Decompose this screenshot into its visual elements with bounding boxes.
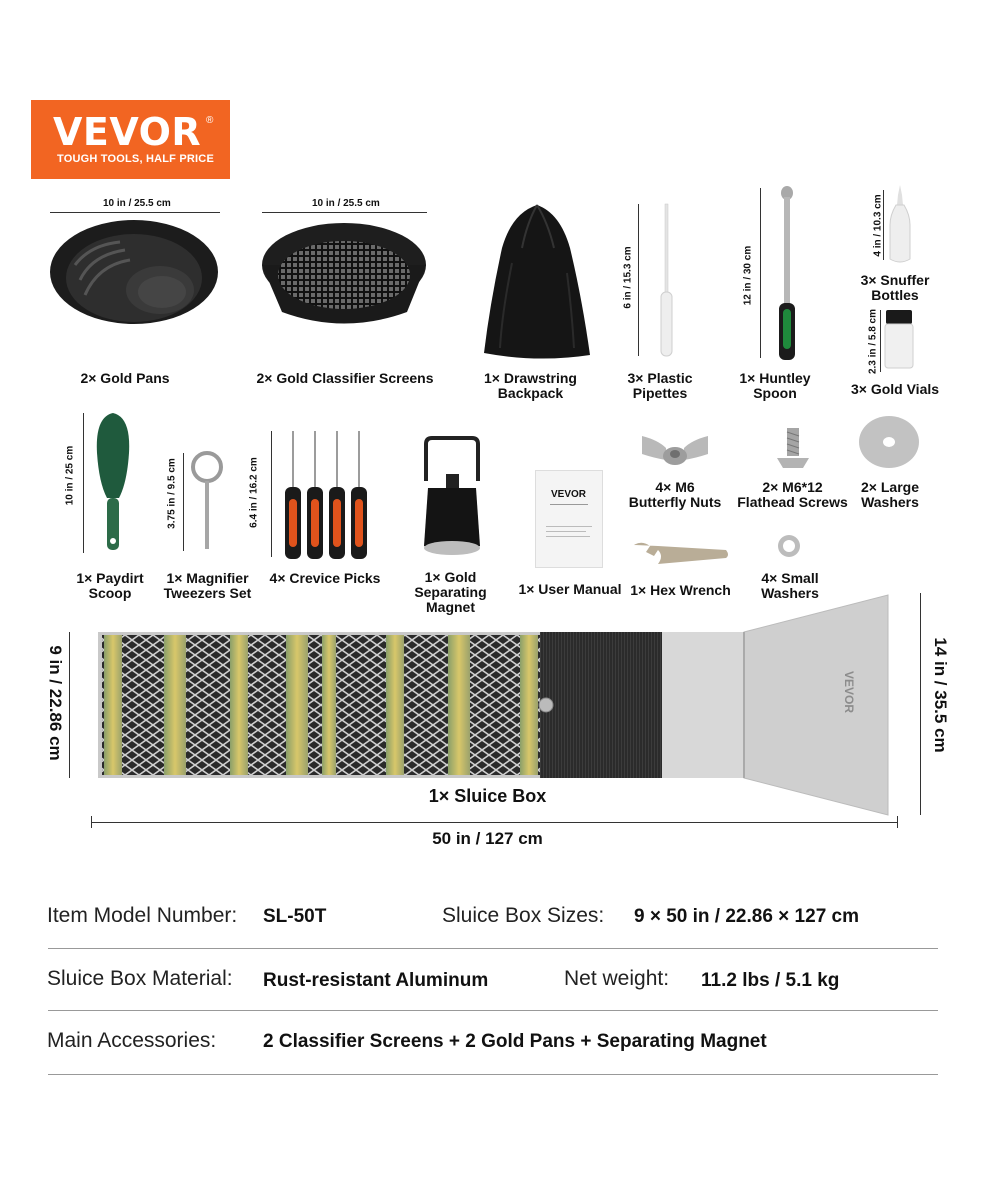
snuffer-label: 3× Snuffer Bottles (860, 272, 930, 303)
sluice-box-image (90, 595, 890, 815)
snuffer-dimension: 4 in / 10.3 cm (872, 194, 884, 257)
flathead-screw-image (775, 428, 811, 470)
logo-registered: ® (206, 115, 214, 126)
classifier-dimension-line (262, 212, 427, 213)
gold-pan-image (50, 220, 220, 340)
sluice-flare-line (920, 593, 921, 815)
large-washer-label: 2× Large Washers (861, 479, 919, 510)
scoop-label: 1× Paydirt Scoop (76, 570, 144, 601)
sluice-length-tick-left (91, 816, 92, 828)
spec-material-key: Sluice Box Material: (47, 967, 233, 990)
flathead-screw-label: 2× M6*12 Flathead Screws (737, 479, 848, 510)
manual-cover-brand: VEVOR (551, 489, 587, 500)
crevice-picks-label: 4× Crevice Picks (269, 570, 381, 586)
spec-size-key: Sluice Box Sizes: (442, 904, 605, 927)
classifier-label: 2× Gold Classifier Screens (256, 370, 434, 386)
sluice-width-dimension: 9 in / 22.86 cm (46, 645, 65, 761)
large-washer-image (858, 415, 920, 470)
scoop-dimension: 10 in / 25 cm (64, 445, 76, 506)
gold-pan-dimension: 10 in / 25.5 cm (103, 198, 171, 209)
sluice-flare-brand: VEVOR (842, 670, 857, 714)
picks-dimension-line (271, 431, 272, 557)
tweezers-label: 1× Magnifier Tweezers Set (163, 570, 252, 601)
spoon-label: 1× Huntley Spoon (739, 370, 811, 401)
sluice-length-tick-right (897, 816, 898, 828)
backpack-image (482, 203, 592, 361)
spec-material-value: Rust-resistant Aluminum (263, 970, 489, 991)
manual-label: 1× User Manual (518, 581, 622, 597)
spoon-dimension: 12 in / 30 cm (742, 245, 754, 306)
tweezers-dimension: 3.75 in / 9.5 cm (166, 458, 178, 529)
classifier-dimension: 10 in / 25.5 cm (312, 198, 380, 209)
gold-vial-image (884, 310, 914, 368)
vial-dimension: 2.3 in / 5.8 cm (867, 308, 879, 375)
pipette-image (655, 204, 679, 356)
spec-divider (48, 1074, 938, 1075)
hex-wrench-label: 1× Hex Wrench (630, 582, 731, 598)
vevor-logo (31, 100, 230, 179)
spoon-image (774, 185, 800, 360)
butterfly-nut-image (640, 432, 710, 468)
small-washer-label: 4× Small Washers (761, 570, 819, 601)
logo-brand: VEVOR (53, 110, 202, 154)
snuffer-bottle-image (886, 185, 914, 265)
spoon-dimension-line (760, 188, 761, 358)
pipette-dimension-line (638, 204, 639, 356)
hex-wrench-image (632, 540, 732, 570)
scoop-image (93, 413, 133, 553)
logo-tagline: TOUGH TOOLS, HALF PRICE (57, 153, 214, 165)
picks-dimension: 6.4 in / 16.2 cm (248, 457, 260, 528)
spec-model-key: Item Model Number: (47, 904, 238, 927)
gold-pan-dimension-line (50, 212, 220, 213)
vial-dimension-line (880, 310, 881, 372)
spec-weight-value: 11.2 lbs / 5.1 kg (701, 970, 840, 991)
pipette-label: 3× Plastic Pipettes (627, 370, 693, 401)
spec-weight-key: Net weight: (564, 967, 670, 990)
scoop-dimension-line (83, 413, 84, 553)
spec-divider (48, 1010, 938, 1011)
sluice-length-dimension: 50 in / 127 cm (432, 829, 543, 848)
vial-label: 3× Gold Vials (850, 381, 940, 397)
tweezers-image (190, 450, 224, 550)
sluice-label: 1× Sluice Box (428, 786, 547, 806)
gold-pan-label: 2× Gold Pans (80, 370, 170, 386)
manual-image (535, 470, 603, 568)
classifier-screen-image (262, 220, 427, 330)
spec-model-value: SL-50T (263, 906, 327, 927)
tweezers-dimension-line (183, 453, 184, 551)
sluice-width-line (69, 632, 70, 778)
spec-divider (48, 948, 938, 949)
backpack-label: 1× Drawstring Backpack (484, 370, 577, 401)
spec-size-value: 9 × 50 in / 22.86 × 127 cm (634, 906, 859, 927)
crevice-picks-image (282, 429, 372, 561)
sluice-flare-dimension: 14 in / 35.5 cm (931, 637, 950, 753)
small-washer-image (776, 533, 802, 559)
magnet-label: 1× Gold Separating Magnet (414, 569, 487, 615)
sluice-length-line (91, 822, 897, 823)
spec-accessories-key: Main Accessories: (47, 1029, 217, 1052)
magnet-image (420, 436, 485, 561)
pipette-dimension: 6 in / 15.3 cm (622, 246, 634, 309)
butterfly-nut-label: 4× M6 Butterfly Nuts (628, 479, 722, 510)
spec-accessories-value: 2 Classifier Screens + 2 Gold Pans + Separating Magnet (263, 1031, 767, 1052)
